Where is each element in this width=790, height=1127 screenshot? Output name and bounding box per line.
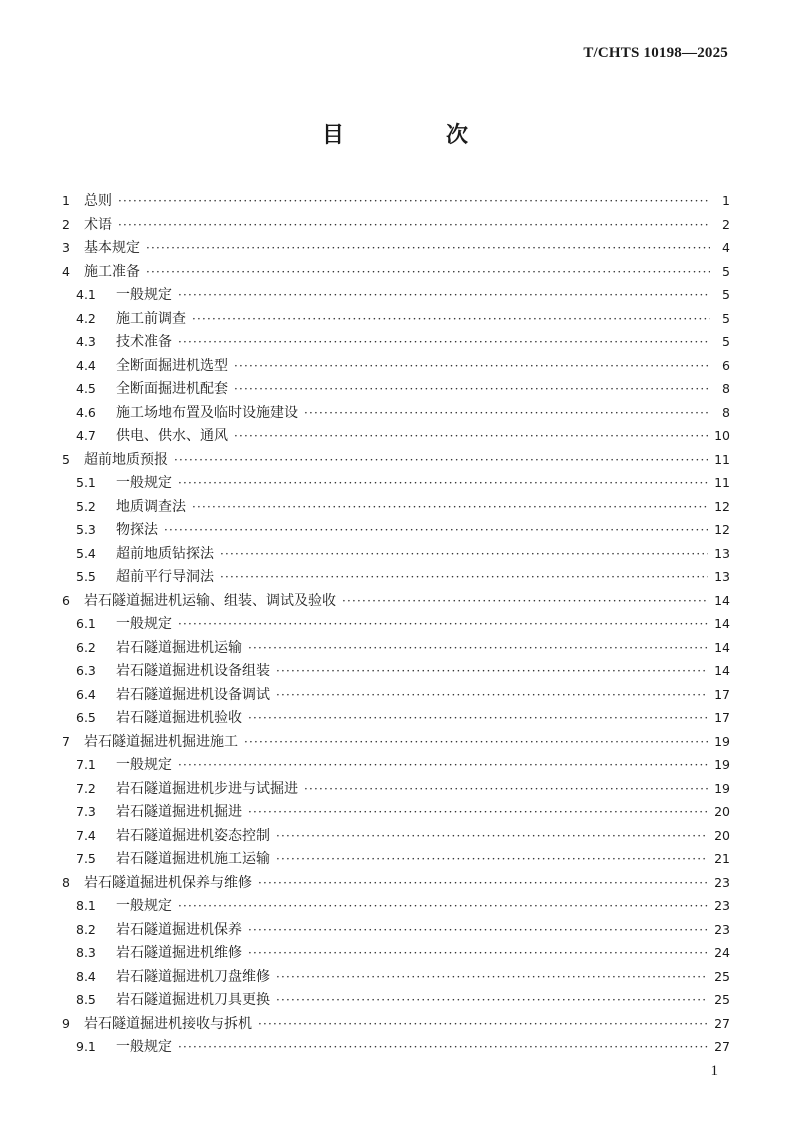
toc-section-number: 4.2 (76, 310, 96, 326)
toc-page-number: 5 (722, 310, 730, 326)
toc-section-title: 岩石隧道掘进机验收 (116, 710, 242, 726)
toc-entry[interactable] (62, 542, 730, 566)
toc-entry[interactable] (62, 189, 730, 213)
toc-page-number: 23 (714, 898, 730, 913)
toc-entry[interactable] (62, 401, 730, 425)
toc-page-number: 12 (714, 522, 730, 537)
toc-section-title: 岩石隧道掘进机接收与拆机 (84, 1015, 252, 1032)
toc-dot-leader (258, 1013, 708, 1037)
toc-entry[interactable] (62, 283, 730, 307)
toc-dot-leader (342, 590, 708, 614)
toc-section-number: 6 (62, 592, 70, 608)
toc-page-number: 8 (722, 404, 730, 420)
toc-dot-leader (178, 284, 710, 308)
toc-dot-leader (146, 237, 710, 261)
toc-entry[interactable] (62, 260, 730, 284)
toc-dot-leader (276, 989, 708, 1013)
toc-section-number: 7.5 (76, 851, 96, 866)
toc-section-title: 技术准备 (116, 334, 172, 350)
toc-entry[interactable] (62, 988, 730, 1012)
toc-page-number: 12 (714, 498, 730, 514)
toc-section-title: 全断面掘进机配套 (116, 381, 228, 397)
toc-entry[interactable] (62, 424, 730, 448)
toc-page-number: 11 (714, 475, 730, 490)
toc-section-title: 地质调查法 (116, 498, 186, 515)
toc-dot-leader (234, 425, 708, 449)
toc-page-number: 17 (714, 686, 730, 702)
toc-section-title: 全断面掘进机选型 (116, 357, 228, 374)
toc-section-number: 4.4 (76, 357, 96, 373)
toc-entry[interactable] (62, 612, 730, 636)
toc-section-title: 岩石隧道掘进机姿态控制 (116, 827, 270, 844)
page-title: 目 次 (321, 122, 508, 148)
toc-entry[interactable] (62, 307, 730, 331)
toc-page-number: 19 (714, 780, 730, 796)
toc-section-number: 6.2 (76, 639, 96, 655)
toc-dot-leader (118, 190, 710, 214)
toc-section-number: 8.1 (76, 898, 96, 913)
toc-page-number: 19 (714, 733, 730, 749)
toc-section-number: 5.5 (76, 569, 96, 584)
toc-dot-leader (178, 613, 708, 637)
toc-page-number: 8 (722, 381, 730, 396)
toc-section-number: 7.1 (76, 757, 96, 772)
toc-entry[interactable] (62, 1035, 730, 1059)
toc-dot-leader (234, 355, 710, 379)
toc-dot-leader (192, 308, 710, 332)
toc-section-number: 8.2 (76, 921, 96, 937)
toc-entry[interactable] (62, 1012, 730, 1036)
toc-section-number: 4.3 (76, 334, 96, 349)
toc-section-number: 7 (62, 733, 70, 749)
toc-entry[interactable] (62, 777, 730, 801)
toc-entry[interactable] (62, 918, 730, 942)
toc-section-number: 7.4 (76, 827, 96, 843)
standard-code: T/CHTS 10198—2025 (583, 45, 728, 61)
toc-section-number: 6.4 (76, 686, 96, 702)
toc-entry[interactable] (62, 659, 730, 683)
toc-page-number: 1 (722, 193, 730, 208)
toc-page-number: 14 (714, 639, 730, 655)
toc-section-number: 6.3 (76, 663, 96, 678)
toc-section-number: 7.3 (76, 804, 96, 819)
toc-section-title: 一般规定 (116, 1039, 172, 1055)
toc-section-number: 4.6 (76, 404, 96, 420)
toc-section-title: 施工准备 (84, 263, 140, 280)
toc-section-title: 岩石隧道掘进机掘进 (116, 804, 242, 820)
toc-section-title: 岩石隧道掘进机刀盘维修 (116, 968, 270, 985)
toc-section-number: 2 (62, 216, 70, 232)
toc-section-number: 5 (62, 451, 70, 467)
toc-section-title: 一般规定 (116, 475, 172, 491)
toc-entry[interactable] (62, 636, 730, 660)
toc-dot-leader (248, 942, 708, 966)
toc-entry[interactable] (62, 213, 730, 237)
toc-section-number: 8.5 (76, 992, 96, 1007)
toc-section-title: 超前平行导洞法 (116, 569, 214, 585)
toc-section-title: 总则 (84, 193, 112, 209)
toc-dot-leader (192, 496, 708, 520)
toc-dot-leader (248, 801, 708, 825)
toc-section-title: 物探法 (116, 522, 158, 538)
toc-section-title: 岩石隧道掘进机施工运输 (116, 851, 270, 867)
toc-page-number: 6 (722, 357, 730, 373)
toc-page-number: 13 (714, 569, 730, 584)
toc-section-title: 超前地质预报 (84, 451, 168, 468)
toc-dot-leader (248, 919, 708, 943)
toc-page-number: 25 (714, 992, 730, 1007)
toc-page-number: 19 (714, 757, 730, 772)
toc-section-title: 基本规定 (84, 240, 140, 256)
toc-entry[interactable] (62, 495, 730, 519)
toc-entry[interactable] (62, 847, 730, 871)
toc-page-number: 10 (714, 428, 730, 443)
toc-entry[interactable] (62, 471, 730, 495)
toc-section-number: 4.5 (76, 381, 96, 396)
toc-section-title: 岩石隧道掘进机运输、组装、调试及验收 (84, 592, 336, 609)
toc-dot-leader (276, 848, 708, 872)
toc-dot-leader (276, 966, 708, 990)
page-number: 1 (710, 1063, 718, 1079)
toc-dot-leader (164, 519, 708, 543)
toc-entry[interactable] (62, 518, 730, 542)
toc-section-title: 施工场地布置及临时设施建设 (116, 404, 298, 421)
toc-page-number: 27 (714, 1015, 730, 1031)
toc-section-number: 3 (62, 240, 70, 255)
toc-dot-leader (220, 566, 708, 590)
toc-dot-leader (220, 543, 708, 567)
toc-section-title: 岩石隧道掘进机维修 (116, 945, 242, 961)
toc-page-number: 24 (714, 945, 730, 960)
toc-entry[interactable] (62, 236, 730, 260)
toc-section-number: 5.2 (76, 498, 96, 514)
toc-entry[interactable] (62, 448, 730, 472)
toc-section-number: 6.1 (76, 616, 96, 631)
toc-section-title: 岩石隧道掘进机刀具更换 (116, 992, 270, 1008)
toc-entry[interactable] (62, 824, 730, 848)
toc-page-number: 23 (714, 874, 730, 890)
toc-page-number: 27 (714, 1039, 730, 1054)
toc-page-number: 13 (714, 545, 730, 561)
toc-entry[interactable] (62, 871, 730, 895)
toc-page-number: 14 (714, 616, 730, 631)
toc-section-number: 4.1 (76, 287, 96, 302)
toc-section-number: 9 (62, 1015, 70, 1031)
toc-dot-leader (178, 472, 708, 496)
toc-dot-leader (276, 684, 708, 708)
toc-section-title: 岩石隧道掘进机运输 (116, 639, 242, 656)
toc-section-title: 供电、供水、通风 (116, 428, 228, 444)
toc-dot-leader (178, 331, 710, 355)
toc-section-number: 8.3 (76, 945, 96, 960)
toc-dot-leader (118, 214, 710, 238)
toc-dot-leader (248, 707, 708, 731)
toc-page-number: 4 (722, 240, 730, 255)
toc-dot-leader (174, 449, 708, 473)
toc-page-number: 5 (722, 287, 730, 302)
toc-page-number: 20 (714, 827, 730, 843)
toc-entry[interactable] (62, 565, 730, 589)
toc-dot-leader (304, 778, 708, 802)
toc-section-number: 5.1 (76, 475, 96, 490)
toc-section-number: 4 (62, 263, 70, 279)
toc-entry[interactable] (62, 354, 730, 378)
toc-page-number: 14 (714, 592, 730, 608)
toc-dot-leader (244, 731, 708, 755)
toc-entry[interactable] (62, 753, 730, 777)
toc-entry[interactable] (62, 965, 730, 989)
toc-entry[interactable] (62, 377, 730, 401)
toc-page-number: 5 (722, 334, 730, 349)
toc-section-title: 岩石隧道掘进机设备调试 (116, 686, 270, 703)
toc-dot-leader (276, 660, 708, 684)
toc-page-number: 25 (714, 968, 730, 984)
toc-section-number: 4.7 (76, 428, 96, 443)
toc-page-number: 14 (714, 663, 730, 678)
toc-page-number: 17 (714, 710, 730, 725)
toc-section-number: 1 (62, 193, 70, 208)
toc-section-title: 施工前调查 (116, 310, 186, 327)
toc-page-number: 5 (722, 263, 730, 279)
toc-section-title: 超前地质钻探法 (116, 545, 214, 562)
toc-entry[interactable] (62, 800, 730, 824)
toc-section-number: 5.3 (76, 522, 96, 537)
toc-dot-leader (146, 261, 710, 285)
toc-section-title: 一般规定 (116, 287, 172, 303)
toc-page-number: 11 (714, 451, 730, 467)
toc-dot-leader (178, 754, 708, 778)
toc-section-title: 岩石隧道掘进机设备组装 (116, 663, 270, 679)
toc-entry[interactable] (62, 683, 730, 707)
toc-dot-leader (178, 895, 708, 919)
toc-section-title: 一般规定 (116, 898, 172, 914)
toc-dot-leader (178, 1036, 708, 1060)
toc-dot-leader (234, 378, 710, 402)
toc-entry[interactable] (62, 894, 730, 918)
toc-section-number: 6.5 (76, 710, 96, 725)
toc-dot-leader (258, 872, 708, 896)
toc-section-number: 9.1 (76, 1039, 96, 1054)
toc-page-number: 20 (714, 804, 730, 819)
toc-section-title: 岩石隧道掘进机保养 (116, 921, 242, 938)
toc-section-title: 术语 (84, 216, 112, 233)
table-of-contents (62, 189, 730, 1059)
toc-page-number: 23 (714, 921, 730, 937)
toc-section-number: 5.4 (76, 545, 96, 561)
toc-dot-leader (248, 637, 708, 661)
toc-section-title: 岩石隧道掘进机掘进施工 (84, 733, 238, 750)
toc-section-title: 岩石隧道掘进机步进与试掘进 (116, 780, 298, 797)
toc-dot-leader (276, 825, 708, 849)
toc-entry[interactable] (62, 706, 730, 730)
toc-section-number: 8.4 (76, 968, 96, 984)
toc-section-number: 7.2 (76, 780, 96, 796)
toc-section-title: 岩石隧道掘进机保养与维修 (84, 874, 252, 891)
toc-section-title: 一般规定 (116, 757, 172, 773)
toc-entry[interactable] (62, 330, 730, 354)
toc-section-number: 8 (62, 874, 70, 890)
toc-section-title: 一般规定 (116, 616, 172, 632)
toc-page-number: 21 (714, 851, 730, 866)
toc-entry[interactable] (62, 941, 730, 965)
toc-entry[interactable] (62, 730, 730, 754)
toc-dot-leader (304, 402, 710, 426)
toc-entry[interactable] (62, 589, 730, 613)
toc-page-number: 2 (722, 216, 730, 232)
